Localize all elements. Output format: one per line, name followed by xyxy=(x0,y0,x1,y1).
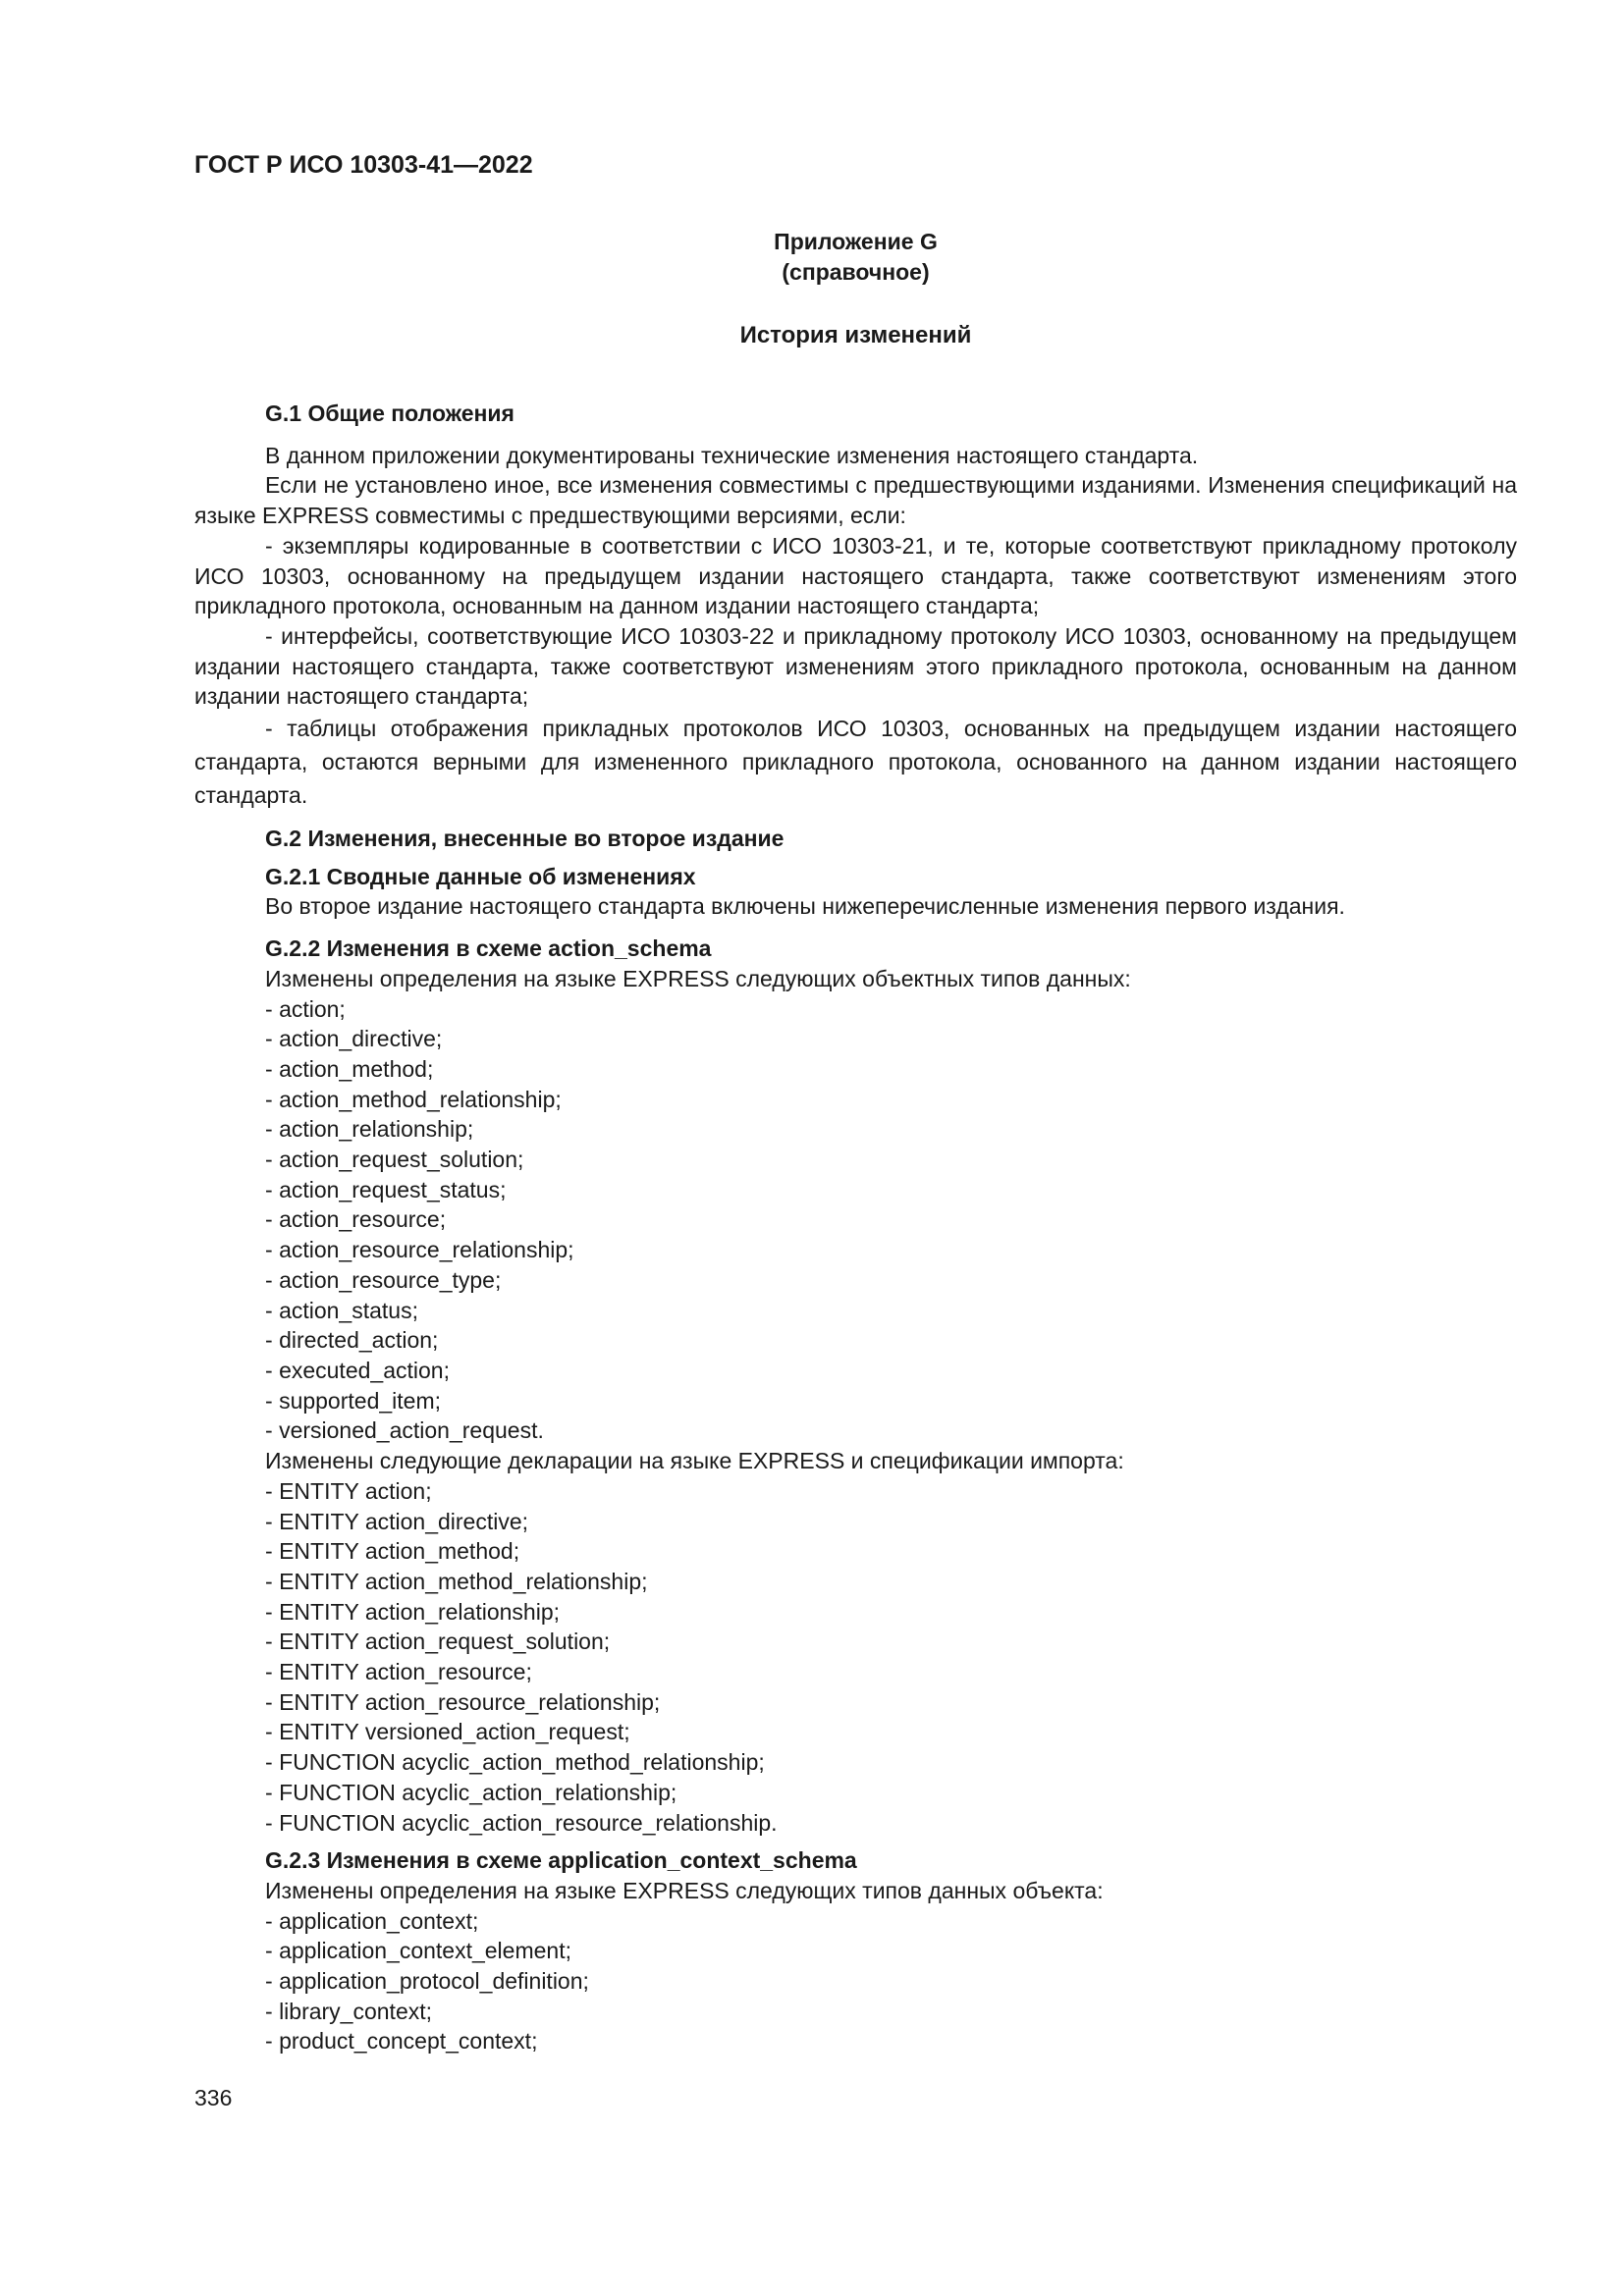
list-item: - ENTITY action_resource; xyxy=(265,1657,1517,1687)
page-number: 336 xyxy=(194,2085,233,2110)
section-g1-heading: G.1 Общие положения xyxy=(265,400,514,426)
list-item: - application_context; xyxy=(265,1906,1517,1937)
list-item: - FUNCTION acyclic_action_relationship; xyxy=(265,1778,1517,1808)
list-item: - action_method_relationship; xyxy=(265,1085,1517,1115)
list-item: - ENTITY action_request_solution; xyxy=(265,1627,1517,1657)
paragraph: - экземпляры кодированные в соответствии с ИСО 10303-21, и те, которые соответствуют прикладному протоколу ИСО 10303, основанному на предыдущем издании настоящего стандарта, также соответствуют изменениям этого прикладного протокола, основанным на данном издании настоящего стандарта; xyxy=(194,532,1517,619)
list-item: - ENTITY action_resource_relationship; xyxy=(265,1687,1517,1718)
list-item: - FUNCTION acyclic_action_resource_relationship. xyxy=(265,1808,1517,1839)
list-item: - ENTITY action_method_relationship; xyxy=(265,1567,1517,1597)
list-item: - ENTITY action_relationship; xyxy=(265,1597,1517,1628)
list-item: - action_status; xyxy=(265,1296,1517,1326)
paragraph: Изменены определения на языке EXPRESS следующих типов данных объекта: xyxy=(265,1877,1104,1903)
list-item: - versioned_action_request. xyxy=(265,1415,1517,1446)
list-item: - ENTITY action_method; xyxy=(265,1536,1517,1567)
list-item: - ENTITY action_directive; xyxy=(265,1507,1517,1537)
paragraph: Во второе издание настоящего стандарта включены нижеперечисленные изменения первого издания. xyxy=(265,893,1345,920)
paragraph: - интерфейсы, соответствующие ИСО 10303-22 и прикладному протоколу ИСО 10303, основанному на предыдущем издании настоящего стандарта, также соответствуют изменениям этого прикладного протокола, основанным на данном издании настоящего стандарта; xyxy=(194,622,1517,710)
list-item: - ENTITY action; xyxy=(265,1476,1517,1507)
paragraph: Изменены следующие декларации на языке EXPRESS и спецификации импорта: xyxy=(265,1448,1124,1474)
list-item: - directed_action; xyxy=(265,1325,1517,1356)
list-item: - application_protocol_definition; xyxy=(265,1966,1517,1997)
section-g23-heading: G.2.3 Изменения в схеме application_context_schema xyxy=(265,1847,857,1874)
annex-type: (справочное) xyxy=(782,259,930,285)
section-g22-heading: G.2.2 Изменения в схеме action_schema xyxy=(265,935,712,962)
list-item: - action_resource_type; xyxy=(265,1265,1517,1296)
paragraph: В данном приложении документированы технические изменения настоящего стандарта. xyxy=(265,442,1199,468)
list-item: - action_resource_relationship; xyxy=(265,1235,1517,1265)
entity-type-list xyxy=(194,994,1517,1447)
list-item: - application_context_element; xyxy=(265,1936,1517,1966)
list-item: - action_request_solution; xyxy=(265,1145,1517,1175)
list-item: - product_concept_context; xyxy=(265,2026,1517,2056)
body-text xyxy=(194,399,1517,2056)
list-item: - library_context; xyxy=(265,1997,1517,2027)
list-item: - action_relationship; xyxy=(265,1114,1517,1145)
paragraph: Изменены определения на языке EXPRESS следующих объектных типов данных: xyxy=(265,965,1131,991)
entity-type-list xyxy=(194,1906,1517,2057)
document-header: ГОСТ Р ИСО 10303-41—2022 xyxy=(194,151,533,179)
list-item: - executed_action; xyxy=(265,1356,1517,1386)
list-item: - supported_item; xyxy=(265,1386,1517,1416)
list-item: - action_directive; xyxy=(265,1024,1517,1054)
annex-title: Приложение G xyxy=(774,229,938,254)
list-item: - FUNCTION acyclic_action_method_relationship; xyxy=(265,1747,1517,1778)
list-item: - action_resource; xyxy=(265,1204,1517,1235)
list-item: - action; xyxy=(265,994,1517,1025)
section-g2-heading: G.2 Изменения, внесенные во второе издание xyxy=(265,826,785,852)
list-item: - action_request_status; xyxy=(265,1175,1517,1205)
list-item: - action_method; xyxy=(265,1054,1517,1085)
list-item: - ENTITY versioned_action_request; xyxy=(265,1717,1517,1747)
section-g21-heading: G.2.1 Сводные данные об изменениях xyxy=(265,863,696,889)
annex-heading: История изменений xyxy=(739,322,972,348)
paragraph: Если не установлено иное, все изменения совместимы с предшествующими изданиями. Изменения спецификаций на языке EXPRESS совместимы с предшествующими версиями, если: xyxy=(194,472,1517,529)
declaration-list xyxy=(194,1476,1517,1838)
paragraph: - таблицы отображения прикладных протоколов ИСО 10303, основанных на предыдущем издании настоящего стандарта, остаются верными для измененного прикладного протокола, основанного на данном издании настоящего стандарта. xyxy=(194,716,1517,809)
